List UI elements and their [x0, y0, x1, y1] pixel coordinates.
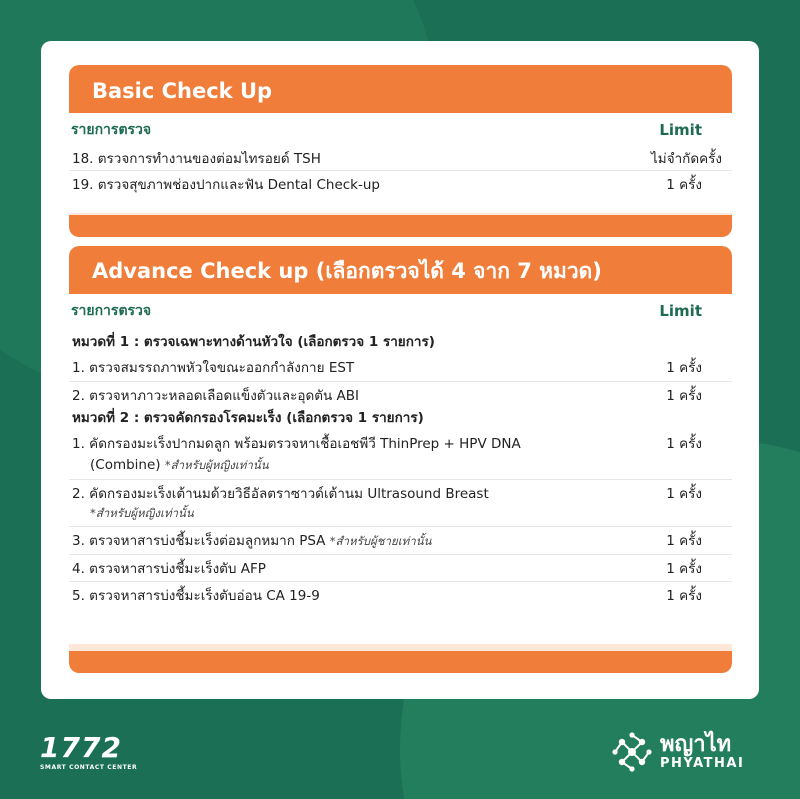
phyathai-logo: พญาไท PHYATHAI: [610, 730, 744, 774]
column-limit-label: Limit: [659, 121, 702, 139]
list-item: 2. คัดกรองมะเร็งเต้านมด้วยวิธีอัลตราซาวด์เต้านม Ultrasound Breast *สำหรับผู้หญิงเท่านั้น 1 ครั้ง: [69, 480, 732, 527]
list-item: 18. ตรวจการทำงานของต่อมไทรอยด์ TSH ไม่จำกัดครั้ง: [69, 147, 732, 171]
list-item: 2. ตรวจหาภาวะหลอดเลือดแข็งตัวและอุดตัน ABI 1 ครั้ง: [72, 387, 702, 404]
list-item: 5. ตรวจหาสารบ่งชี้มะเร็งตับอ่อน CA 19-9 1 ครั้ง: [72, 588, 702, 605]
column-item-label: รายการตรวจ: [71, 122, 152, 138]
molecule-icon: [610, 730, 654, 774]
category-heading: หมวดที่ 1 : ตรวจเฉพาะทางด้านหัวใจ (เลือกตรวจ 1 รายการ): [72, 334, 435, 350]
note-text: *สำหรับผู้ชายเท่านั้น: [329, 533, 432, 548]
list-item: 1. ตรวจสมรรถภาพหัวใจขณะออกกำลังกาย EST 1 ครั้ง: [69, 354, 732, 382]
list-item: 1. คัดกรองมะเร็งปากมดลูก พร้อมตรวจหาเชื้อเอชพีวี ThinPrep + HPV DNA (Combine) *สำหรับผู้หญิงเท่านั้น 1 ครั้ง: [69, 430, 732, 480]
section-footer-bar: [69, 651, 732, 673]
basic-checkup-section: [69, 65, 732, 237]
section-title: Basic Check Up: [69, 65, 732, 116]
smart-contact-center-logo: 1772 SMART CONTACT CENTER: [40, 731, 138, 771]
column-header: [69, 113, 732, 147]
column-limit-label: Limit: [659, 302, 702, 320]
section-footer-bar: [69, 215, 732, 237]
note-text: *สำหรับผู้หญิงเท่านั้น: [164, 457, 269, 472]
note-text: *สำหรับผู้หญิงเท่านั้น: [90, 505, 194, 520]
list-item: 19. ตรวจสุขภาพช่องปากและฟัน Dental Check-up 1 ครั้ง: [72, 176, 702, 193]
list-item: 3. ตรวจหาสารบ่งชี้มะเร็งต่อมลูกหมาก PSA *สำหรับผู้ชายเท่านั้น 1 ครั้ง: [69, 527, 732, 555]
list-item: 4. ตรวจหาสารบ่งชี้มะเร็งตับ AFP 1 ครั้ง: [69, 555, 732, 583]
section-title: Advance Check up (เลือกตรวจได้ 4 จาก 7 หมวด): [69, 246, 732, 297]
content-card: [41, 41, 759, 699]
advance-checkup-section: [69, 246, 732, 673]
column-header: [69, 294, 732, 328]
column-item-label: รายการตรวจ: [71, 303, 152, 319]
category-heading: หมวดที่ 2 : ตรวจคัดกรองโรคมะเร็ง (เลือกตรวจ 1 รายการ): [72, 410, 424, 427]
